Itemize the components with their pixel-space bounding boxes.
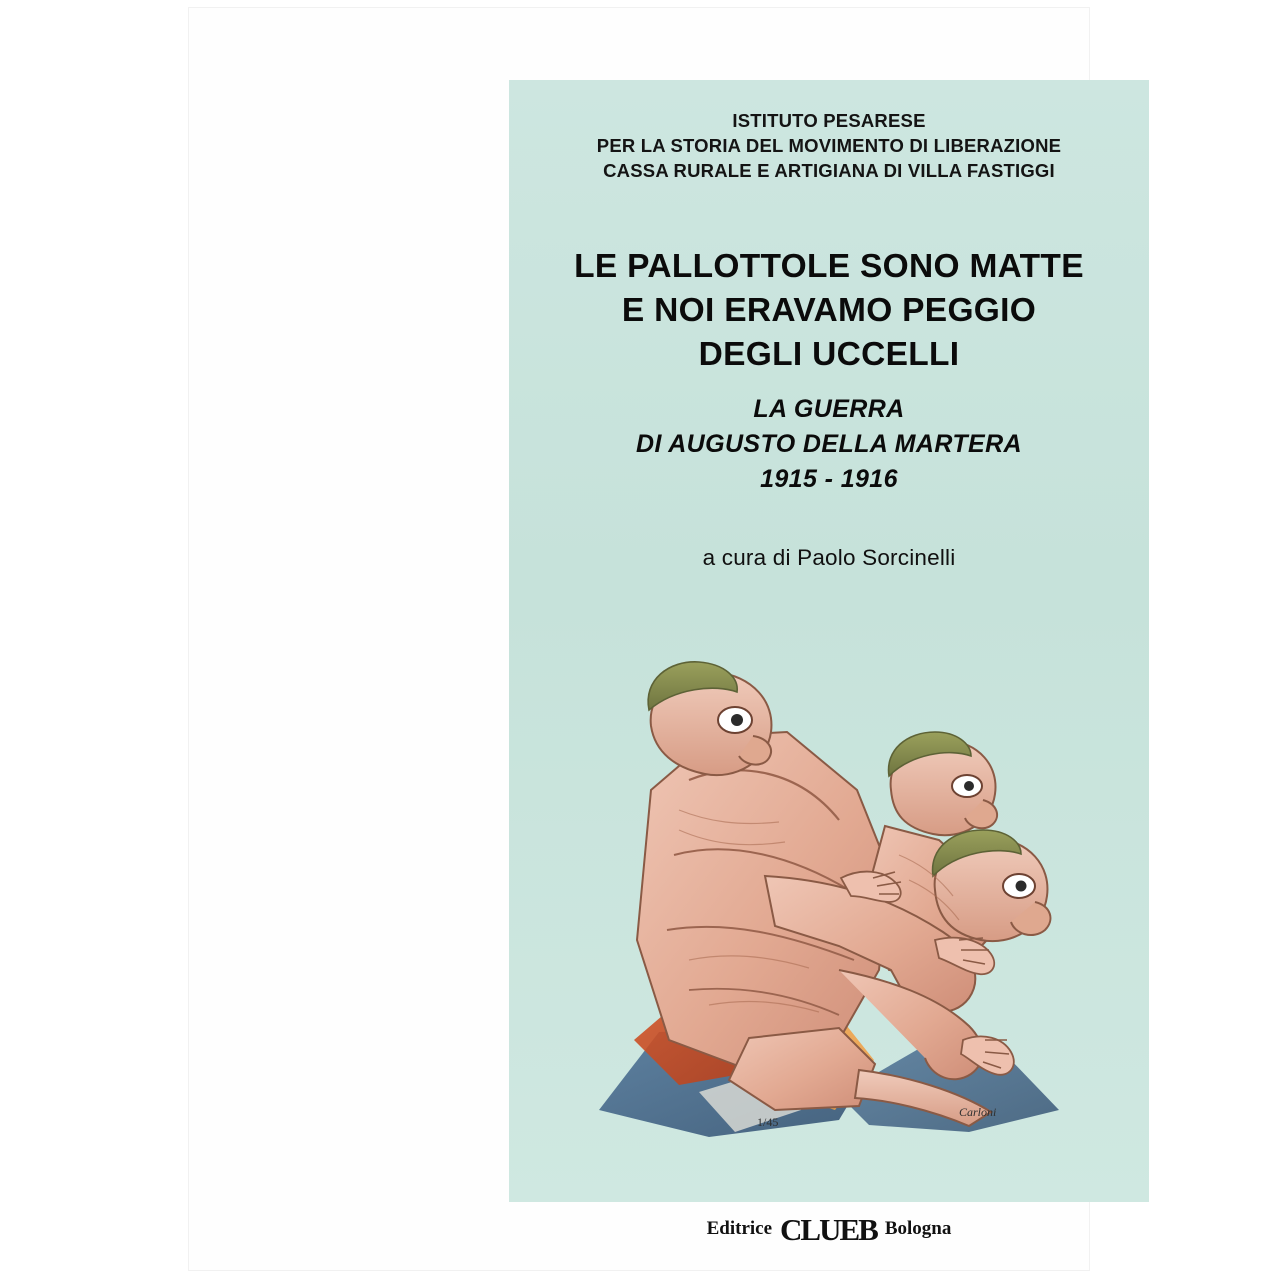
figures-illustration xyxy=(539,640,1119,1150)
artist-signature: Carloni xyxy=(959,1105,997,1119)
cover-teal-panel xyxy=(509,80,1149,1202)
title-line-1: LE PALLOTTOLE SONO MATTE xyxy=(574,248,1084,285)
subtitle-line-1: LA GUERRA xyxy=(753,395,905,423)
clueb-logo: CLUEB xyxy=(780,1212,877,1247)
title-line-3: DEGLI UCCELLI xyxy=(698,336,960,373)
title-line-2: E NOI ERAVAMO PEGGIO xyxy=(621,292,1037,329)
imprint-line-1: ISTITUTO PESARESE xyxy=(732,110,926,131)
publisher-prefix: Editrice xyxy=(706,1217,773,1239)
book-subtitle xyxy=(509,392,1149,497)
publisher-imprint-block xyxy=(509,108,1149,183)
subtitle-line-3: 1915 - 1916 xyxy=(760,465,898,493)
publisher-line xyxy=(509,1212,1149,1247)
editor-credit: a cura di Paolo Sorcinelli xyxy=(702,545,956,570)
publisher-city: Bologna xyxy=(884,1217,952,1239)
subtitle-line-2: DI AUGUSTO DELLA MARTERA xyxy=(636,430,1022,458)
book-cover xyxy=(189,8,1089,1270)
book-title xyxy=(509,245,1149,377)
imprint-line-2: PER LA STORIA DEL MOVIMENTO DI LIBERAZIONE xyxy=(596,135,1062,156)
edition-mark: 1/45 xyxy=(757,1115,779,1129)
imprint-line-3: CASSA RURALE E ARTIGIANA DI VILLA FASTIGGI xyxy=(603,160,1055,181)
